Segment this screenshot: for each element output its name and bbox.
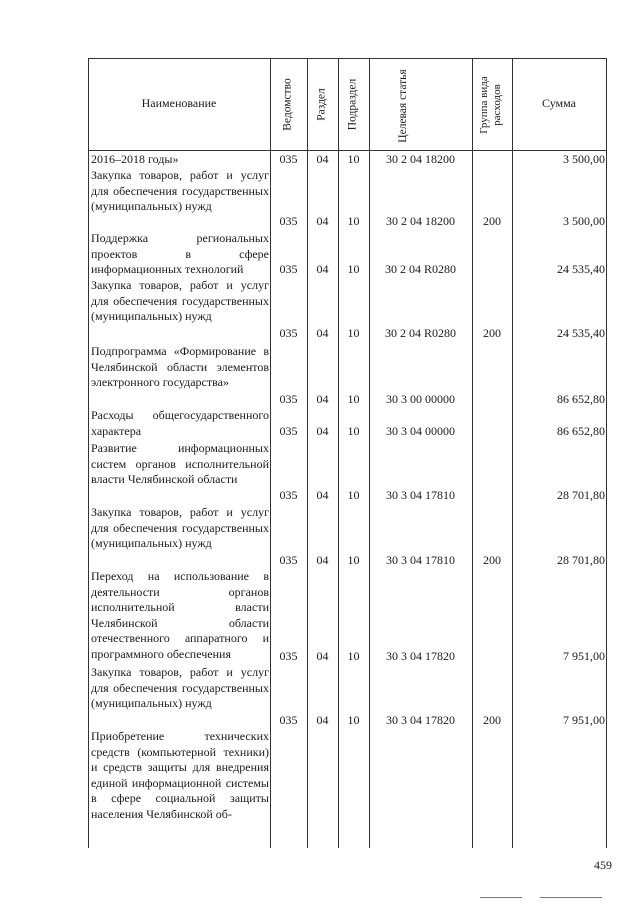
row-gruppa: 200: [483, 713, 501, 727]
row-name: Подпрограмма «Формирование в Челябинской области элементов электронного государства»: [91, 344, 269, 390]
row-name: Расходы общегосударственного характера: [91, 408, 269, 438]
row-vedomstvo: 035: [279, 262, 298, 276]
row-podrazdel: 10: [347, 326, 360, 340]
row-celevaya: 30 3 04 17810: [386, 488, 455, 502]
footer-rule-left: [480, 897, 522, 898]
table-top-border: [88, 58, 606, 59]
row-razdel: 04: [316, 392, 329, 406]
row-podrazdel: 10: [347, 713, 360, 727]
row-razdel: 04: [316, 713, 329, 727]
row-gruppa: 200: [483, 214, 501, 228]
table-left-border: [88, 58, 89, 848]
table-right-border: [606, 58, 607, 848]
row-vedomstvo: 035: [279, 326, 298, 340]
row-vedomstvo: 035: [279, 392, 298, 406]
row-podrazdel: 10: [347, 392, 360, 406]
row-summa: 24 535,40: [557, 262, 605, 276]
row-name: Закупка товаров, работ и услуг для обеспечения государственных (муниципальных) нужд: [91, 505, 269, 551]
col-divider-5: [472, 58, 473, 848]
row-name: Закупка товаров, работ и услуг для обеспечения государственных (муниципальных) нужд: [91, 665, 269, 711]
row-razdel: 04: [316, 214, 329, 228]
row-vedomstvo: 035: [279, 424, 298, 438]
row-podrazdel: 10: [347, 488, 360, 502]
header-bottom-border: [88, 150, 606, 151]
header-celevaya-statya: [396, 66, 424, 146]
row-celevaya: 30 2 04 R0280: [384, 262, 456, 276]
row-celevaya: 30 3 04 17820: [386, 713, 455, 727]
row-celevaya: 30 2 04 18200: [386, 152, 455, 166]
row-podrazdel: 10: [347, 262, 360, 276]
row-vedomstvo: 035: [279, 152, 298, 166]
row-vedomstvo: 035: [279, 214, 298, 228]
header-gruppa-text: Группа вида расходов: [478, 76, 503, 134]
row-celevaya: 30 3 04 17810: [386, 553, 455, 567]
header-name: Наименование: [141, 96, 217, 110]
row-podrazdel: 10: [347, 424, 360, 438]
row-razdel: 04: [316, 424, 329, 438]
row-summa: 7 951,00: [563, 649, 605, 663]
footer-rule-right: [540, 897, 602, 898]
row-razdel: 04: [316, 326, 329, 340]
header-podrazdel: Подраздел: [346, 78, 359, 131]
row-summa: 3 500,00: [563, 152, 605, 166]
row-summa: 28 701,80: [557, 553, 605, 567]
row-gruppa: 200: [483, 553, 501, 567]
row-razdel: 04: [316, 649, 329, 663]
row-podrazdel: 10: [347, 553, 360, 567]
header-razdel: Раздел: [315, 88, 328, 121]
row-razdel: 04: [316, 152, 329, 166]
row-name: Закупка товаров, работ и услуг для обеспечения государственных (муниципальных) нужд: [91, 278, 269, 324]
col-divider-2: [307, 58, 308, 848]
row-celevaya: 30 3 00 00000: [386, 392, 455, 406]
row-summa: 86 652,80: [557, 392, 605, 406]
row-name: Переход на использование в деятельности органов исполнительной власти Челябинской области отечественного аппаратного и программного обеспечения: [91, 569, 269, 661]
row-razdel: 04: [316, 262, 329, 276]
row-name: 2016–2018 годы»: [91, 152, 179, 166]
row-summa: 3 500,00: [563, 214, 605, 228]
row-summa: 28 701,80: [557, 488, 605, 502]
row-vedomstvo: 035: [279, 488, 298, 502]
row-name: Поддержка региональных проектов в сфере информационных технологий: [91, 231, 269, 277]
col-divider-1: [270, 58, 271, 848]
row-podrazdel: 10: [347, 152, 360, 166]
row-vedomstvo: 035: [279, 713, 298, 727]
row-celevaya: 30 2 04 R0280: [384, 326, 456, 340]
row-celevaya: 30 3 04 00000: [386, 424, 455, 438]
row-name: Развитие информационных систем органов исполнительной власти Челябинской области: [91, 441, 269, 487]
header-vedomstvo: Ведомство: [281, 78, 294, 131]
col-divider-3: [338, 58, 339, 848]
col-divider-6: [512, 58, 513, 848]
row-vedomstvo: 035: [279, 553, 298, 567]
row-summa: 7 951,00: [563, 713, 605, 727]
page-number: 459: [594, 858, 612, 872]
header-celevaya-text: Целевая статья: [397, 69, 409, 143]
row-razdel: 04: [316, 553, 329, 567]
row-celevaya: 30 3 04 17820: [386, 649, 455, 663]
header-gruppa-vida: [478, 64, 508, 146]
row-razdel: 04: [316, 488, 329, 502]
row-name: Приобретение технических средств (компьютерной техники) и средств защиты для внедрения единой информационной системы в сфере социальной защиты населения Челябинской об-: [91, 729, 269, 821]
row-gruppa: 200: [483, 326, 501, 340]
row-podrazdel: 10: [347, 214, 360, 228]
header-summa: Сумма: [542, 96, 576, 110]
row-podrazdel: 10: [347, 649, 360, 663]
row-celevaya: 30 2 04 18200: [386, 214, 455, 228]
row-summa: 24 535,40: [557, 326, 605, 340]
col-divider-4: [369, 58, 370, 848]
row-name: Закупка товаров, работ и услуг для обеспечения государственных (муниципальных) нужд: [91, 168, 269, 214]
row-vedomstvo: 035: [279, 649, 298, 663]
row-summa: 86 652,80: [557, 424, 605, 438]
